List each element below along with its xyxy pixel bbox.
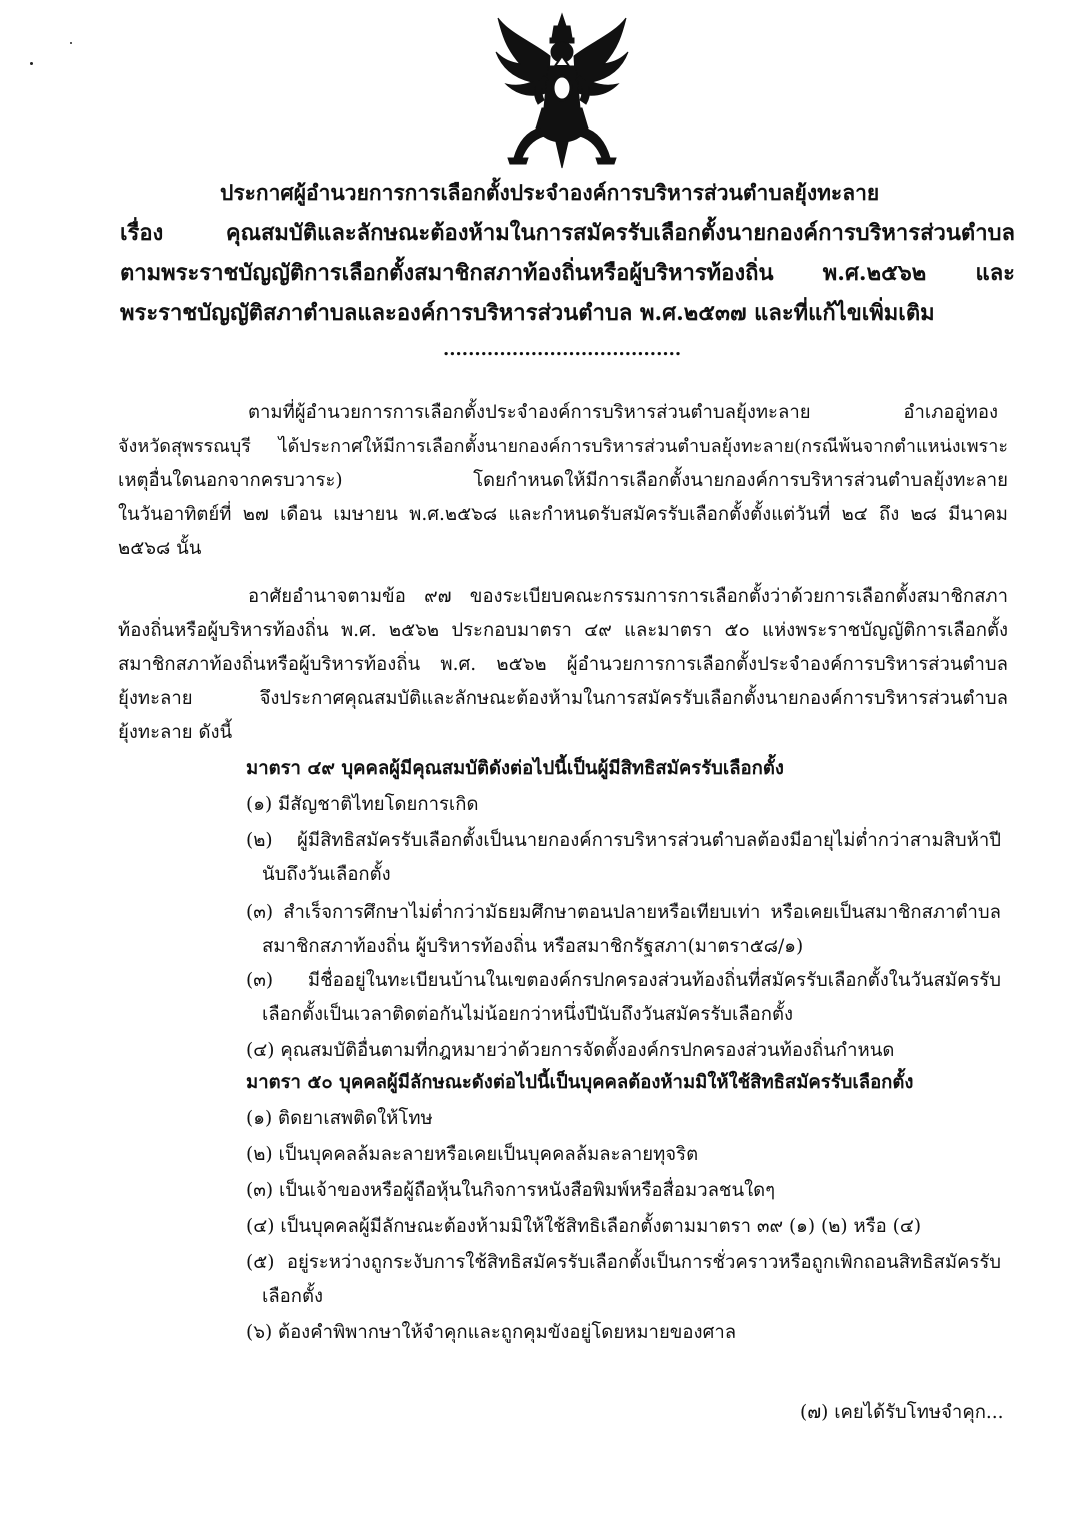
paragraph-line: สมาชิกสภาท้องถิ่นหรือผู้บริหารท้องถิ่น พ.ศ. ๒๕๖๒ ผู้อำนวยการการเลือกตั้งประจำองค์การบริหารส่วนตำบล bbox=[118, 654, 1008, 675]
paragraph-line: ท้องถิ่นหรือผู้บริหารท้องถิ่น พ.ศ. ๒๕๖๒ ประกอบมาตรา ๔๙ และมาตรา ๕๐ แห่งพระราชบัญญัติการเลือกตั้ง bbox=[118, 620, 1008, 641]
list-item: (๖) ต้องคำพิพากษาให้จำคุกและถูกคุมขังอยู่โดยหมายของศาล bbox=[246, 1322, 737, 1343]
list-item: สมาชิกสภาท้องถิ่น ผู้บริหารท้องถิ่น หรือสมาชิกรัฐสภา(มาตรา๕๘/๑) bbox=[262, 936, 804, 957]
paragraph-line: เหตุอื่นใดนอกจากครบวาระ) โดยกำหนดให้มีการเลือกตั้งนายกองค์การบริหารส่วนตำบลยุ้งทะลาย bbox=[118, 470, 1008, 491]
list-item: เลือกตั้ง bbox=[262, 1286, 324, 1307]
list-item: (๑) มีสัญชาติไทยโดยการเกิด bbox=[246, 794, 479, 815]
paragraph-line: ยุ้งทะลาย จึงประกาศคุณสมบัติและลักษณะต้องห้ามในการสมัครรับเลือกตั้งนายกองค์การบริหารส่วนตำบล bbox=[118, 688, 1008, 709]
section-49-heading: มาตรา ๔๙ บุคคลผู้มีคุณสมบัติดังต่อไปนี้เป็นผู้มีสิทธิสมัครรับเลือกตั้ง bbox=[246, 758, 784, 779]
list-item: (๕) อยู่ระหว่างถูกระงับการใช้สิทธิสมัครรับเลือกตั้งเป็นการชั่วคราวหรือถูกเพิกถอนสิทธิสมัครรับ bbox=[246, 1252, 1001, 1273]
subject-line: เรื่อง คุณสมบัติและลักษณะต้องห้ามในการสมัครรับเลือกตั้งนายกองค์การบริหารส่วนตำบล bbox=[120, 220, 1015, 246]
paragraph-line: ในวันอาทิตย์ที่ ๒๗ เดือน เมษายน พ.ศ.๒๕๖๘ และกำหนดรับสมัครรับเลือกตั้งตั้งแต่วันที่ ๒๔ ถึง ๒๘ มีนาคม bbox=[118, 504, 1008, 525]
list-item: (๑) ติดยาเสพติดให้โทษ bbox=[246, 1108, 433, 1129]
list-item: (๓) สำเร็จการศึกษาไม่ต่ำกว่ามัธยมศึกษาตอนปลายหรือเทียบเท่า หรือเคยเป็นสมาชิกสภาตำบล bbox=[246, 902, 1001, 923]
scan-speck bbox=[30, 62, 33, 65]
paragraph-line: ตามที่ผู้อำนวยการการเลือกตั้งประจำองค์การบริหารส่วนตำบลยุ้งทะลาย อำเภออู่ทอง bbox=[248, 402, 998, 423]
paragraph-line: ๒๕๖๘ นั้น bbox=[118, 538, 202, 559]
list-item: (๔) เป็นบุคคลผู้มีลักษณะต้องห้ามมิให้ใช้สิทธิเลือกตั้งตามมาตรา ๓๙ (๑) (๒) หรือ (๔) bbox=[246, 1216, 922, 1237]
list-item: (๓) เป็นเจ้าของหรือผู้ถือหุ้นในกิจการหนังสือพิมพ์หรือสื่อมวลชนใดๆ bbox=[246, 1180, 776, 1201]
separator: ...................................... bbox=[443, 339, 682, 360]
paragraph-line: จังหวัดสุพรรณบุรี ได้ประกาศให้มีการเลือกตั้งนายกองค์การบริหารส่วนตำบลยุ้งทะลาย(กรณีพ้นจากตำแหน่งเพราะ bbox=[118, 436, 1008, 457]
list-item: (๔) คุณสมบัติอื่นตามที่กฎหมายว่าด้วยการจัดตั้งองค์กรปกครองส่วนท้องถิ่นกำหนด bbox=[246, 1040, 895, 1061]
section-50-heading: มาตรา ๕๐ บุคคลผู้มีลักษณะดังต่อไปนี้เป็นบุคคลต้องห้ามมิให้ใช้สิทธิสมัครรับเลือกตั้ง bbox=[246, 1072, 914, 1093]
scan-speck bbox=[70, 42, 72, 44]
announcement-title: ประกาศผู้อำนวยการการเลือกตั้งประจำองค์การบริหารส่วนตำบลยุ้งทะลาย bbox=[220, 180, 880, 205]
subject-line: ตามพระราชบัญญัติการเลือกตั้งสมาชิกสภาท้องถิ่นหรือผู้บริหารท้องถิ่น พ.ศ.๒๕๖๒ และ bbox=[120, 260, 1015, 286]
paragraph-line: ยุ้งทะลาย ดังนี้ bbox=[118, 722, 233, 743]
page-continuation: (๗) เคยได้รับโทษจำคุก... bbox=[800, 1402, 1004, 1423]
list-item: (๓) มีชื่ออยู่ในทะเบียนบ้านในเขตองค์กรปกครองส่วนท้องถิ่นที่สมัครรับเลือกตั้งในวันสมัครรับ bbox=[246, 970, 1001, 991]
list-item: นับถึงวันเลือกตั้ง bbox=[262, 864, 391, 885]
list-item: (๒) เป็นบุคคลล้มละลายหรือเคยเป็นบุคคลล้มละลายทุจริต bbox=[246, 1144, 699, 1165]
paragraph-line: อาศัยอำนาจตามข้อ ๙๗ ของระเบียบคณะกรรมการการเลือกตั้งว่าด้วยการเลือกตั้งสมาชิกสภา bbox=[248, 586, 1008, 607]
garuda-emblem-icon bbox=[492, 12, 632, 170]
list-item: (๒) ผู้มีสิทธิสมัครรับเลือกตั้งเป็นนายกองค์การบริหารส่วนตำบลต้องมีอายุไม่ต่ำกว่าสามสิบห้าปี bbox=[246, 830, 1001, 851]
list-item: เลือกตั้งเป็นเวลาติดต่อกันไม่น้อยกว่าหนึ่งปีนับถึงวันสมัครรับเลือกตั้ง bbox=[262, 1004, 794, 1025]
subject-line: พระราชบัญญัติสภาตำบลและองค์การบริหารส่วนตำบล พ.ศ.๒๕๓๗ และที่แก้ไขเพิ่มเติม bbox=[120, 300, 935, 326]
